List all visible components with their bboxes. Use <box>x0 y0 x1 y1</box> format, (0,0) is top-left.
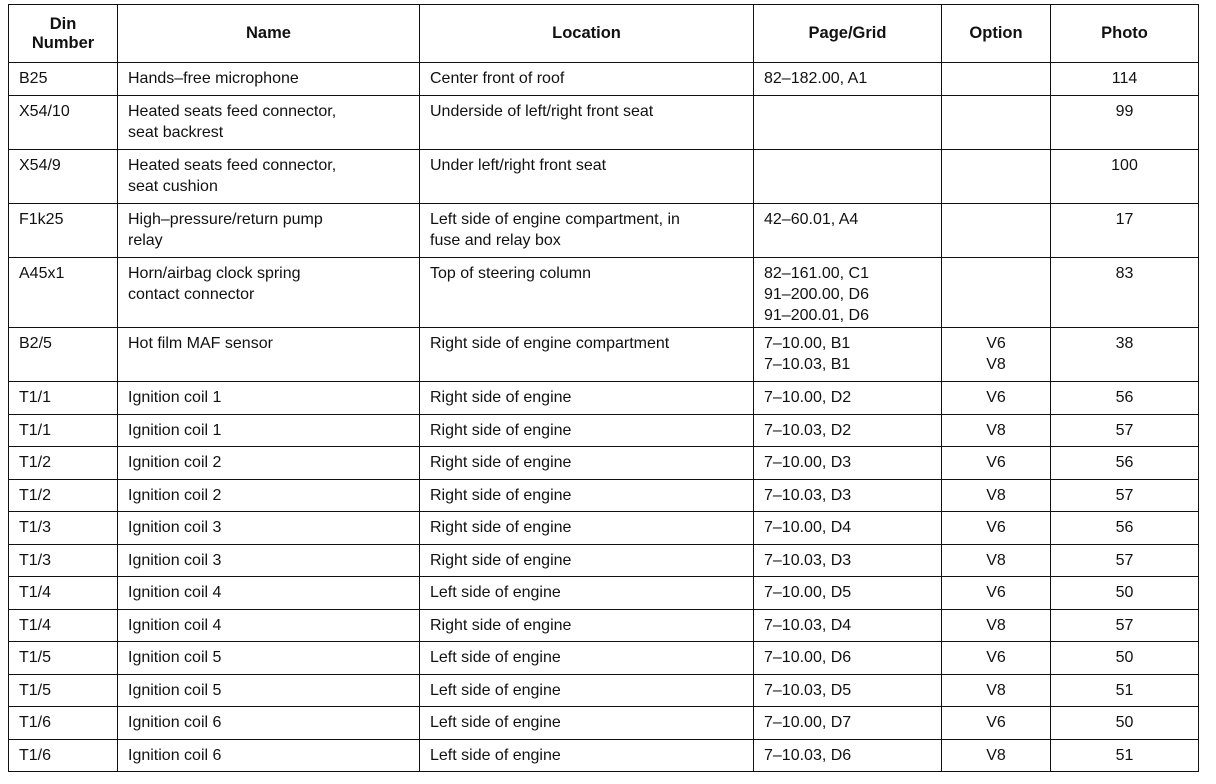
cell-photo: 83 <box>1051 258 1199 328</box>
cell-page-grid: 7–10.00, D6 <box>754 642 942 675</box>
cell-location: Center front of roof <box>420 63 754 96</box>
table-row <box>9 150 1199 204</box>
cell-location: Top of steering column <box>420 258 754 328</box>
cell-page-grid: 7–10.00, D2 <box>754 382 942 415</box>
table-row <box>9 609 1199 642</box>
cell-option: V6 <box>942 382 1051 415</box>
cell-page-grid: 7–10.03, D4 <box>754 609 942 642</box>
cell-din: T1/3 <box>9 512 118 545</box>
cell-option: V6 <box>942 707 1051 740</box>
cell-photo: 57 <box>1051 414 1199 447</box>
cell-location: Right side of engine <box>420 544 754 577</box>
cell-page-grid: 82–161.00, C1 91–200.00, D6 91–200.01, D6 <box>754 258 942 328</box>
cell-page-grid: 82–182.00, A1 <box>754 63 942 96</box>
cell-option <box>942 258 1051 328</box>
cell-din: T1/3 <box>9 544 118 577</box>
cell-location: Underside of left/right front seat <box>420 96 754 150</box>
cell-photo: 57 <box>1051 609 1199 642</box>
cell-option <box>942 204 1051 258</box>
cell-option: V6 <box>942 577 1051 610</box>
component-locator-table-sheet <box>8 4 1198 772</box>
cell-location: Left side of engine <box>420 739 754 772</box>
cell-option: V6 V8 <box>942 328 1051 382</box>
cell-photo: 56 <box>1051 382 1199 415</box>
cell-photo: 114 <box>1051 63 1199 96</box>
cell-option: V8 <box>942 414 1051 447</box>
cell-option <box>942 150 1051 204</box>
table-row <box>9 204 1199 258</box>
table-row <box>9 544 1199 577</box>
cell-din: T1/5 <box>9 674 118 707</box>
cell-photo: 57 <box>1051 544 1199 577</box>
cell-location: Right side of engine <box>420 382 754 415</box>
cell-din: T1/1 <box>9 382 118 415</box>
cell-din: B2/5 <box>9 328 118 382</box>
table-row <box>9 577 1199 610</box>
cell-option <box>942 96 1051 150</box>
table-row <box>9 258 1199 328</box>
cell-din: T1/4 <box>9 577 118 610</box>
cell-page-grid: 42–60.01, A4 <box>754 204 942 258</box>
cell-option: V8 <box>942 479 1051 512</box>
cell-option: V6 <box>942 447 1051 480</box>
cell-din: T1/6 <box>9 707 118 740</box>
table-row <box>9 382 1199 415</box>
cell-option: V8 <box>942 609 1051 642</box>
cell-name: High–pressure/return pump relay <box>118 204 420 258</box>
cell-photo: 57 <box>1051 479 1199 512</box>
cell-name: Ignition coil 3 <box>118 512 420 545</box>
cell-photo: 51 <box>1051 674 1199 707</box>
table-row <box>9 96 1199 150</box>
header-location: Location <box>420 5 754 63</box>
cell-din: T1/2 <box>9 479 118 512</box>
cell-name: Ignition coil 3 <box>118 544 420 577</box>
cell-photo: 17 <box>1051 204 1199 258</box>
table-row <box>9 512 1199 545</box>
cell-location: Right side of engine <box>420 479 754 512</box>
cell-name: Heated seats feed connector, seat cushion <box>118 150 420 204</box>
cell-name: Ignition coil 6 <box>118 707 420 740</box>
table-row <box>9 739 1199 772</box>
table-row <box>9 674 1199 707</box>
cell-page-grid <box>754 150 942 204</box>
cell-din: T1/4 <box>9 609 118 642</box>
cell-name: Ignition coil 4 <box>118 577 420 610</box>
cell-name: Hands–free microphone <box>118 63 420 96</box>
cell-location: Left side of engine <box>420 707 754 740</box>
cell-name: Ignition coil 1 <box>118 382 420 415</box>
cell-name: Ignition coil 5 <box>118 674 420 707</box>
cell-page-grid: 7–10.03, D3 <box>754 544 942 577</box>
cell-photo: 99 <box>1051 96 1199 150</box>
cell-location: Right side of engine <box>420 512 754 545</box>
cell-page-grid: 7–10.00, D5 <box>754 577 942 610</box>
cell-location: Under left/right front seat <box>420 150 754 204</box>
cell-photo: 50 <box>1051 707 1199 740</box>
cell-name: Ignition coil 5 <box>118 642 420 675</box>
table-row <box>9 642 1199 675</box>
cell-photo: 56 <box>1051 447 1199 480</box>
cell-page-grid: 7–10.00, B1 7–10.03, B1 <box>754 328 942 382</box>
cell-photo: 51 <box>1051 739 1199 772</box>
cell-din: X54/10 <box>9 96 118 150</box>
cell-name: Ignition coil 2 <box>118 479 420 512</box>
cell-din: B25 <box>9 63 118 96</box>
table-row <box>9 707 1199 740</box>
cell-photo: 50 <box>1051 642 1199 675</box>
cell-page-grid <box>754 96 942 150</box>
cell-photo: 100 <box>1051 150 1199 204</box>
cell-option: V8 <box>942 674 1051 707</box>
cell-photo: 50 <box>1051 577 1199 610</box>
header-page-grid: Page/Grid <box>754 5 942 63</box>
table-row <box>9 328 1199 382</box>
cell-din: T1/5 <box>9 642 118 675</box>
cell-option: V6 <box>942 512 1051 545</box>
cell-location: Right side of engine <box>420 447 754 480</box>
cell-location: Right side of engine compartment <box>420 328 754 382</box>
header-option: Option <box>942 5 1051 63</box>
header-photo: Photo <box>1051 5 1199 63</box>
cell-page-grid: 7–10.03, D2 <box>754 414 942 447</box>
cell-location: Left side of engine compartment, in fuse and relay box <box>420 204 754 258</box>
cell-din: F1k25 <box>9 204 118 258</box>
cell-page-grid: 7–10.00, D3 <box>754 447 942 480</box>
cell-name: Horn/airbag clock spring contact connector <box>118 258 420 328</box>
cell-photo: 38 <box>1051 328 1199 382</box>
cell-name: Ignition coil 2 <box>118 447 420 480</box>
cell-option: V8 <box>942 739 1051 772</box>
header-row <box>9 5 1199 63</box>
component-locator-table <box>8 4 1199 772</box>
cell-location: Right side of engine <box>420 414 754 447</box>
cell-din: X54/9 <box>9 150 118 204</box>
cell-location: Left side of engine <box>420 674 754 707</box>
header-din-number: Din Number <box>9 5 118 63</box>
cell-page-grid: 7–10.00, D7 <box>754 707 942 740</box>
cell-location: Left side of engine <box>420 642 754 675</box>
table-row <box>9 447 1199 480</box>
header-name: Name <box>118 5 420 63</box>
cell-page-grid: 7–10.03, D6 <box>754 739 942 772</box>
cell-photo: 56 <box>1051 512 1199 545</box>
cell-name: Hot film MAF sensor <box>118 328 420 382</box>
table-row <box>9 414 1199 447</box>
cell-page-grid: 7–10.00, D4 <box>754 512 942 545</box>
cell-option <box>942 63 1051 96</box>
cell-name: Ignition coil 4 <box>118 609 420 642</box>
cell-page-grid: 7–10.03, D5 <box>754 674 942 707</box>
cell-din: A45x1 <box>9 258 118 328</box>
cell-option: V6 <box>942 642 1051 675</box>
cell-location: Right side of engine <box>420 609 754 642</box>
cell-name: Heated seats feed connector, seat backrest <box>118 96 420 150</box>
cell-din: T1/1 <box>9 414 118 447</box>
cell-page-grid: 7–10.03, D3 <box>754 479 942 512</box>
cell-din: T1/2 <box>9 447 118 480</box>
cell-din: T1/6 <box>9 739 118 772</box>
cell-location: Left side of engine <box>420 577 754 610</box>
cell-option: V8 <box>942 544 1051 577</box>
cell-name: Ignition coil 1 <box>118 414 420 447</box>
cell-name: Ignition coil 6 <box>118 739 420 772</box>
table-row <box>9 63 1199 96</box>
table-row <box>9 479 1199 512</box>
